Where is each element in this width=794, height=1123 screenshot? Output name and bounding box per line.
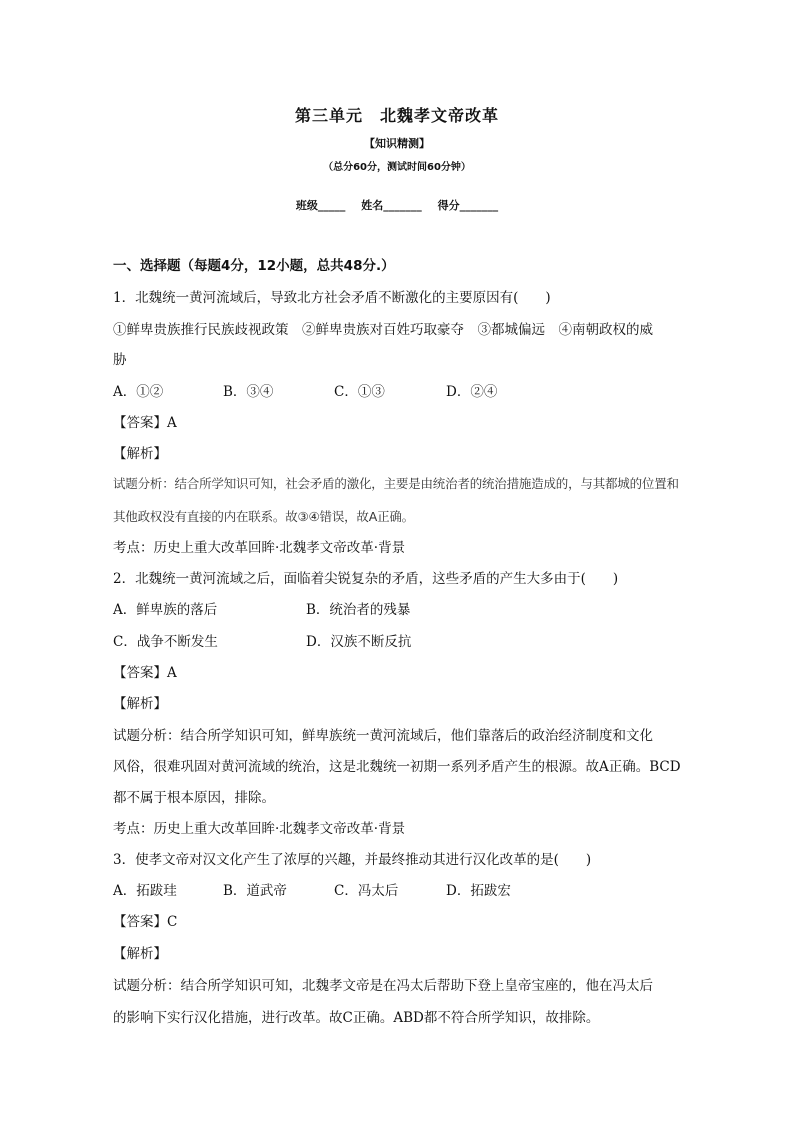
question-1-stem: 1．北魏统一黄河流域后，导致北方社会矛盾不断激化的主要原因有( ) [113, 290, 551, 306]
page-subtitle: 【知识精测】 [364, 137, 430, 150]
question-1-point: 考点：历史上重大改革回眸·北魏孝文帝改革·背景 [113, 540, 406, 556]
option-d: D．②④ [446, 384, 498, 400]
question-2-answer: 【答案】A [113, 665, 177, 681]
option-d: D．汉族不断反抗 [306, 634, 412, 650]
name-field: 姓名_______ [361, 199, 422, 212]
option-c: C．冯太后 [334, 883, 399, 899]
question-2-analysis-label: 【解析】 [113, 696, 167, 712]
question-2-point: 考点：历史上重大改革回眸·北魏孝文帝改革·背景 [113, 821, 406, 837]
question-1-analysis-cont: 其他政权没有直接的内在联系。故③④错误，故A正确。 [113, 509, 414, 524]
question-1-items-cont: 胁 [113, 352, 127, 368]
question-1-analysis: 试题分析：结合所学知识可知，社会矛盾的激化，主要是由统治者的统治措施造成的，与其都城的位置和 [113, 476, 679, 491]
option-c: C．战争不断发生 [113, 634, 218, 650]
page-title: 第三单元 北魏孝文帝改革 [294, 106, 499, 125]
score-field: 得分_______ [437, 199, 499, 212]
question-1-analysis-label: 【解析】 [113, 446, 167, 462]
question-2-analysis-cont: 风俗，很难巩固对黄河流域的统治，这是北魏统一初期一系列矛盾产生的根源。故A正确。BCD [113, 759, 681, 775]
option-c: C．①③ [334, 384, 385, 400]
question-2-analysis: 试题分析：结合所学知识可知，鲜卑族统一黄河流域后，他们靠落后的政治经济制度和文化 [113, 728, 653, 744]
question-1-options [113, 382, 497, 402]
class-field: 班级_____ [295, 199, 346, 212]
exam-meta: （总分60分，测试时间60分钟） [323, 162, 471, 173]
option-b: B．统治者的残暴 [306, 602, 411, 618]
question-2-options-row1 [113, 600, 410, 620]
option-b: B．③④ [223, 384, 274, 400]
question-2-stem: 2．北魏统一黄河流域之后，面临着尖锐复杂的矛盾，这些矛盾的产生大多由于( ) [113, 571, 619, 587]
question-3-analysis-label: 【解析】 [113, 946, 167, 962]
option-d: D．拓跋宏 [446, 883, 511, 899]
question-3-options [113, 881, 511, 901]
option-b: B．道武帝 [223, 883, 287, 899]
section-heading: 一、选择题（每题4分，12小题，总共48分.） [113, 258, 395, 274]
question-2-analysis-cont2: 都不属于根本原因，排除。 [113, 790, 275, 806]
question-2-options-row2 [113, 632, 411, 652]
option-a: A．拓跋珪 [113, 883, 177, 899]
question-3-answer: 【答案】C [113, 914, 178, 930]
question-1-answer: 【答案】A [113, 415, 177, 431]
question-3-analysis-cont: 的影响下实行汉化措施，进行改革。故C正确。ABD都不符合所学知识，故排除。 [113, 1010, 600, 1026]
question-3-stem: 3．使孝文帝对汉文化产生了浓厚的兴趣，并最终推动其进行汉化改革的是( ) [113, 852, 592, 868]
option-a: A．①② [113, 384, 164, 400]
option-a: A．鲜卑族的落后 [113, 602, 218, 618]
question-1-items: ①鲜卑贵族推行民族歧视政策 ②鲜卑贵族对百姓巧取豪夺 ③都城偏远 ④南朝政权的威 [113, 322, 653, 338]
question-3-analysis: 试题分析：结合所学知识可知，北魏孝文帝是在冯太后帮助下登上皇帝宝座的，他在冯太后 [113, 978, 653, 994]
student-info-row [0, 197, 794, 213]
